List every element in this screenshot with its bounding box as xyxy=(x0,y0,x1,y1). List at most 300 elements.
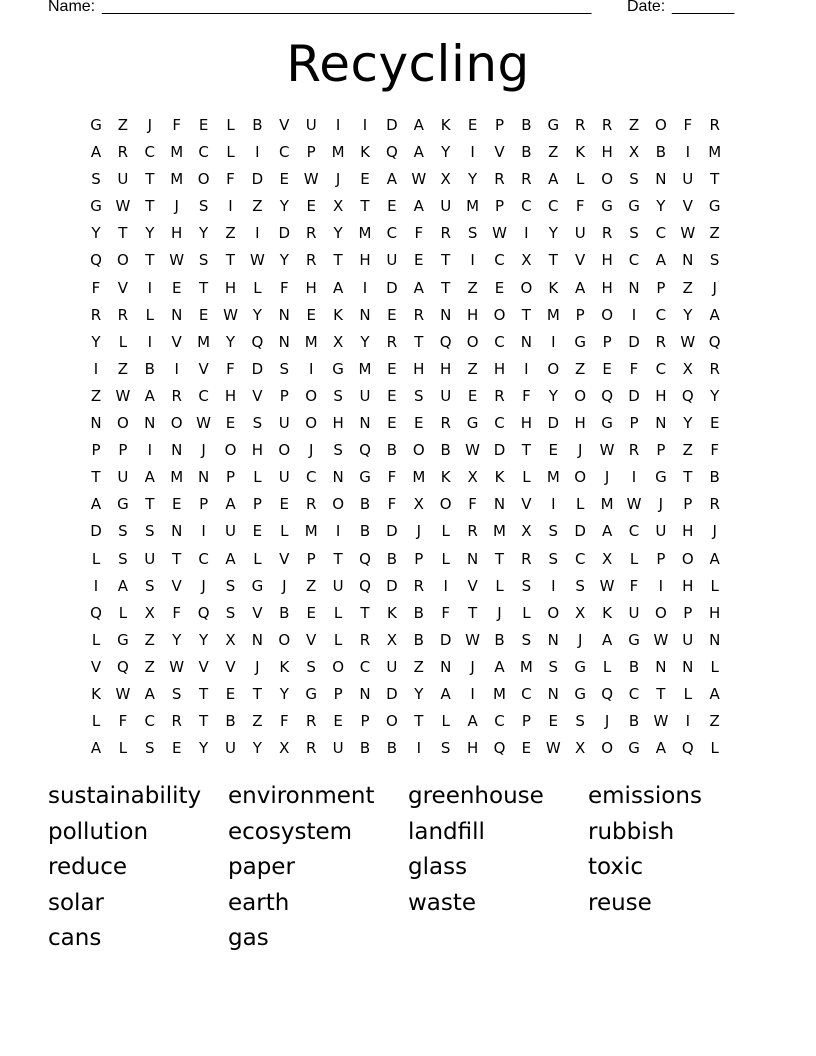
grid-letter[interactable]: R xyxy=(305,712,317,731)
grid-letter[interactable]: J xyxy=(174,197,179,216)
grid-letter[interactable]: T xyxy=(145,251,155,270)
grid-letter[interactable]: I xyxy=(631,305,637,324)
grid-letter[interactable]: G xyxy=(574,657,586,676)
grid-letter[interactable]: R xyxy=(628,441,640,460)
grid-letter[interactable]: R xyxy=(305,739,317,758)
grid-letter[interactable]: B xyxy=(359,522,371,541)
grid-letter[interactable]: X xyxy=(279,739,290,758)
grid-letter[interactable]: P xyxy=(656,441,666,460)
grid-letter[interactable]: Z xyxy=(682,441,693,460)
grid-letter[interactable]: T xyxy=(333,549,343,568)
grid-letter[interactable]: B xyxy=(225,712,236,731)
grid-letter[interactable]: X xyxy=(601,549,613,568)
grid-letter[interactable]: Q xyxy=(90,251,102,270)
grid-letter[interactable]: T xyxy=(360,197,370,216)
grid-letter[interactable]: I xyxy=(147,441,153,460)
grid-letter[interactable]: X xyxy=(575,739,586,758)
grid-letter[interactable]: W xyxy=(492,224,507,243)
grid-letter[interactable]: H xyxy=(601,278,613,297)
grid-letter[interactable]: G xyxy=(628,197,640,216)
grid-letter[interactable]: M xyxy=(170,468,184,487)
grid-letter[interactable]: Y xyxy=(548,386,558,405)
grid-letter[interactable]: T xyxy=(252,684,262,703)
grid-letter[interactable]: V xyxy=(171,332,182,351)
grid-letter[interactable]: X xyxy=(440,170,451,189)
grid-letter[interactable]: I xyxy=(524,224,529,243)
grid-letter[interactable]: X xyxy=(144,603,155,622)
grid-letter[interactable]: R xyxy=(359,630,371,649)
grid-letter[interactable]: A xyxy=(144,386,155,405)
grid-letter[interactable]: B xyxy=(413,630,424,649)
grid-letter[interactable]: V xyxy=(171,576,182,595)
grid-letter[interactable]: D xyxy=(439,630,452,649)
grid-letter[interactable]: J xyxy=(712,278,717,297)
grid-letter[interactable]: B xyxy=(252,116,263,134)
grid-letter[interactable]: F xyxy=(387,468,397,487)
grid-letter[interactable]: Z xyxy=(467,359,478,378)
grid-letter[interactable]: L xyxy=(226,143,235,162)
grid-letter[interactable]: C xyxy=(359,657,371,676)
grid-letter[interactable]: G xyxy=(90,197,102,216)
grid-letter[interactable]: N xyxy=(171,441,183,460)
grid-letter[interactable]: O xyxy=(520,278,533,297)
grid-letter[interactable]: G xyxy=(547,116,560,134)
grid-letter[interactable]: Y xyxy=(414,684,424,703)
grid-letter[interactable]: I xyxy=(362,278,368,297)
grid-letter[interactable]: I xyxy=(551,332,556,351)
grid-letter[interactable]: Y xyxy=(279,684,289,703)
grid-letter[interactable]: J xyxy=(604,712,610,731)
grid-letter[interactable]: R xyxy=(171,712,182,731)
grid-letter[interactable]: W xyxy=(599,576,615,595)
grid-letter[interactable]: C xyxy=(386,224,398,243)
grid-letter[interactable]: H xyxy=(466,739,479,758)
grid-letter[interactable]: E xyxy=(521,739,532,758)
grid-letter[interactable]: M xyxy=(600,495,614,514)
grid-letter[interactable]: Y xyxy=(548,224,558,243)
grid-letter[interactable]: I xyxy=(443,576,448,595)
grid-letter[interactable]: K xyxy=(91,684,101,703)
grid-letter[interactable]: D xyxy=(386,522,398,541)
grid-letter[interactable]: I xyxy=(685,712,691,731)
grid-letter[interactable]: Y xyxy=(279,251,289,270)
grid-letter[interactable]: R xyxy=(440,414,451,433)
grid-letter[interactable]: Q xyxy=(359,576,371,595)
grid-letter[interactable]: E xyxy=(306,305,316,324)
grid-letter[interactable]: A xyxy=(548,170,559,189)
grid-letter[interactable]: S xyxy=(521,576,532,595)
grid-letter[interactable]: M xyxy=(358,359,372,378)
grid-letter[interactable]: T xyxy=(414,332,424,351)
grid-letter[interactable]: J xyxy=(470,657,475,676)
grid-letter[interactable]: R xyxy=(117,143,129,162)
grid-letter[interactable]: R xyxy=(90,305,102,324)
grid-letter[interactable]: O xyxy=(601,305,613,324)
grid-letter[interactable]: W xyxy=(680,224,696,243)
grid-letter[interactable]: F xyxy=(441,603,450,622)
grid-letter[interactable]: I xyxy=(228,197,233,216)
grid-letter[interactable]: V xyxy=(494,143,505,162)
grid-letter[interactable]: X xyxy=(467,468,478,487)
grid-letter[interactable]: S xyxy=(333,441,343,460)
grid-letter[interactable]: F xyxy=(710,441,719,460)
grid-letter[interactable]: I xyxy=(147,278,153,297)
grid-letter[interactable]: B xyxy=(144,359,155,378)
grid-letter[interactable]: Z xyxy=(90,386,102,405)
grid-letter[interactable]: A xyxy=(601,630,613,649)
grid-letter[interactable]: V xyxy=(521,495,532,514)
grid-letter[interactable]: O xyxy=(654,116,667,134)
grid-letter[interactable]: I xyxy=(470,143,475,162)
grid-letter[interactable]: J xyxy=(335,170,341,189)
grid-letter[interactable]: R xyxy=(305,224,317,243)
grid-letter[interactable]: Y xyxy=(656,197,666,216)
grid-letter[interactable]: U xyxy=(278,468,290,487)
grid-letter[interactable]: O xyxy=(493,305,506,324)
grid-letter[interactable]: X xyxy=(682,359,693,378)
grid-letter[interactable]: M xyxy=(493,522,506,541)
grid-letter[interactable]: H xyxy=(251,441,264,460)
grid-letter[interactable]: G xyxy=(628,630,640,649)
grid-letter[interactable]: O xyxy=(601,739,613,758)
grid-letter[interactable]: V xyxy=(90,657,102,676)
grid-letter[interactable]: S xyxy=(629,224,639,243)
grid-letter[interactable]: E xyxy=(548,441,559,460)
grid-letter[interactable]: O xyxy=(412,441,425,460)
grid-letter[interactable]: Z xyxy=(225,224,236,243)
grid-letter[interactable]: U xyxy=(225,522,236,541)
grid-letter[interactable]: Z xyxy=(117,116,129,134)
grid-letter[interactable]: D xyxy=(278,224,291,243)
grid-letter[interactable]: G xyxy=(117,630,129,649)
grid-letter[interactable]: E xyxy=(225,684,236,703)
grid-letter[interactable]: N xyxy=(359,684,371,703)
grid-letter[interactable]: V xyxy=(682,197,693,216)
grid-letter[interactable]: Y xyxy=(199,224,209,243)
grid-letter[interactable]: W xyxy=(196,414,212,433)
grid-letter[interactable]: Z xyxy=(306,576,317,595)
grid-letter[interactable]: I xyxy=(201,522,206,541)
grid-letter[interactable]: R xyxy=(171,386,182,405)
grid-letter[interactable]: K xyxy=(494,468,505,487)
grid-letter[interactable]: P xyxy=(333,684,343,703)
grid-letter[interactable]: Z xyxy=(628,116,640,134)
grid-letter[interactable]: X xyxy=(575,603,586,622)
grid-letter[interactable]: R xyxy=(601,116,613,134)
grid-letter[interactable]: S xyxy=(548,522,559,541)
grid-letter[interactable]: F xyxy=(279,278,289,297)
grid-letter[interactable]: I xyxy=(308,359,314,378)
grid-letter[interactable]: Q xyxy=(439,332,452,351)
grid-letter[interactable]: O xyxy=(601,170,613,189)
grid-letter[interactable]: L xyxy=(683,684,692,703)
grid-letter[interactable]: S xyxy=(709,251,720,270)
grid-letter[interactable]: A xyxy=(575,278,586,297)
grid-letter[interactable]: P xyxy=(306,143,316,162)
grid-letter[interactable]: U xyxy=(386,657,398,676)
grid-letter[interactable]: K xyxy=(333,305,344,324)
grid-letter[interactable]: Y xyxy=(683,414,693,433)
grid-letter[interactable]: J xyxy=(201,441,206,460)
grid-letter[interactable]: A xyxy=(90,143,102,162)
grid-letter[interactable]: G xyxy=(90,116,102,134)
grid-letter[interactable]: V xyxy=(467,576,478,595)
grid-letter[interactable]: X xyxy=(413,495,424,514)
grid-letter[interactable]: O xyxy=(116,251,129,270)
grid-letter[interactable]: J xyxy=(658,495,664,514)
grid-letter[interactable]: E xyxy=(548,712,559,731)
grid-letter[interactable]: U xyxy=(655,522,667,541)
grid-letter[interactable]: S xyxy=(225,576,236,595)
grid-letter[interactable]: W xyxy=(465,630,481,649)
grid-letter[interactable]: S xyxy=(145,576,155,595)
grid-letter[interactable]: F xyxy=(118,712,128,731)
grid-letter[interactable]: R xyxy=(655,332,667,351)
grid-letter[interactable]: T xyxy=(199,684,209,703)
grid-letter[interactable]: F xyxy=(629,576,639,595)
grid-letter[interactable]: I xyxy=(470,684,475,703)
grid-letter[interactable]: F xyxy=(172,116,181,134)
grid-letter[interactable]: H xyxy=(601,251,613,270)
grid-letter[interactable]: S xyxy=(252,414,263,433)
grid-letter[interactable]: U xyxy=(682,630,694,649)
grid-letter[interactable]: L xyxy=(441,549,450,568)
grid-letter[interactable]: J xyxy=(604,468,610,487)
grid-letter[interactable]: M xyxy=(493,684,506,703)
grid-letter[interactable]: G xyxy=(305,684,317,703)
grid-letter[interactable]: A xyxy=(413,143,424,162)
grid-letter[interactable]: X xyxy=(386,630,398,649)
grid-letter[interactable]: D xyxy=(574,522,586,541)
grid-letter[interactable]: H xyxy=(224,278,237,297)
grid-letter[interactable]: Q xyxy=(681,739,694,758)
grid-letter[interactable]: R xyxy=(494,170,505,189)
grid-letter[interactable]: P xyxy=(494,197,505,216)
grid-letter[interactable]: N xyxy=(682,251,694,270)
grid-letter[interactable]: M xyxy=(546,305,560,324)
grid-letter[interactable]: E xyxy=(467,386,478,405)
grid-letter[interactable]: M xyxy=(412,468,426,487)
grid-letter[interactable]: I xyxy=(551,576,556,595)
grid-letter[interactable]: H xyxy=(574,414,586,433)
grid-letter[interactable]: A xyxy=(413,278,424,297)
grid-letter[interactable]: Q xyxy=(116,657,129,676)
grid-letter[interactable]: U xyxy=(386,251,398,270)
grid-letter[interactable]: T xyxy=(145,495,155,514)
grid-letter[interactable]: G xyxy=(574,684,586,703)
grid-letter[interactable]: S xyxy=(521,630,532,649)
grid-letter[interactable]: L xyxy=(333,603,343,622)
grid-letter[interactable]: Z xyxy=(682,278,693,297)
grid-letter[interactable]: T xyxy=(145,197,155,216)
grid-letter[interactable]: I xyxy=(93,576,99,595)
grid-letter[interactable]: A xyxy=(413,116,424,134)
grid-letter[interactable]: Z xyxy=(144,630,155,649)
grid-letter[interactable]: Y xyxy=(468,170,478,189)
grid-letter[interactable]: A xyxy=(655,739,667,758)
grid-letter[interactable]: E xyxy=(387,305,397,324)
grid-letter[interactable]: E xyxy=(387,414,397,433)
grid-letter[interactable]: H xyxy=(224,386,237,405)
grid-letter[interactable]: N xyxy=(440,305,452,324)
grid-letter[interactable]: X xyxy=(332,197,344,216)
grid-letter[interactable]: C xyxy=(655,359,667,378)
grid-letter[interactable]: T xyxy=(683,468,693,487)
grid-letter[interactable]: L xyxy=(441,712,450,731)
grid-letter[interactable]: N xyxy=(171,305,183,324)
grid-letter[interactable]: T xyxy=(710,170,720,189)
grid-letter[interactable]: Q xyxy=(197,603,210,622)
grid-letter[interactable]: Z xyxy=(117,359,129,378)
grid-letter[interactable]: N xyxy=(359,305,371,324)
grid-letter[interactable]: G xyxy=(251,576,264,595)
grid-letter[interactable]: H xyxy=(305,278,317,297)
grid-letter[interactable]: U xyxy=(332,576,344,595)
grid-letter[interactable]: O xyxy=(681,549,694,568)
grid-letter[interactable]: P xyxy=(602,332,612,351)
grid-letter[interactable]: S xyxy=(629,170,639,189)
grid-letter[interactable]: Z xyxy=(575,359,586,378)
grid-letter[interactable]: S xyxy=(145,522,155,541)
grid-letter[interactable]: Q xyxy=(385,143,398,162)
grid-letter[interactable]: A xyxy=(386,170,398,189)
grid-letter[interactable]: J xyxy=(147,116,153,134)
grid-letter[interactable]: A xyxy=(225,549,236,568)
grid-letter[interactable]: M xyxy=(519,657,533,676)
grid-letter[interactable]: F xyxy=(91,278,101,297)
grid-letter[interactable]: S xyxy=(279,359,290,378)
grid-letter[interactable]: O xyxy=(278,630,291,649)
grid-letter[interactable]: G xyxy=(601,197,613,216)
grid-letter[interactable]: L xyxy=(253,278,262,297)
grid-letter[interactable]: L xyxy=(710,739,719,758)
grid-letter[interactable]: V xyxy=(279,549,290,568)
grid-letter[interactable]: S xyxy=(548,657,559,676)
grid-letter[interactable]: S xyxy=(440,739,451,758)
grid-letter[interactable]: Y xyxy=(199,630,209,649)
grid-letter[interactable]: U xyxy=(225,739,236,758)
grid-letter[interactable]: K xyxy=(602,603,613,622)
grid-letter[interactable]: Z xyxy=(467,278,478,297)
grid-letter[interactable]: H xyxy=(520,414,533,433)
grid-letter[interactable]: L xyxy=(522,468,531,487)
grid-letter[interactable]: V xyxy=(252,603,263,622)
grid-letter[interactable]: K xyxy=(440,116,451,134)
grid-letter[interactable]: O xyxy=(574,468,587,487)
grid-letter[interactable]: T xyxy=(199,278,209,297)
grid-letter[interactable]: T xyxy=(441,251,451,270)
grid-letter[interactable]: L xyxy=(91,712,101,731)
grid-letter[interactable]: J xyxy=(712,522,717,541)
grid-letter[interactable]: S xyxy=(225,603,236,622)
grid-letter[interactable]: N xyxy=(655,170,667,189)
grid-letter[interactable]: X xyxy=(521,522,532,541)
grid-letter[interactable]: Z xyxy=(709,224,720,243)
grid-letter[interactable]: E xyxy=(279,495,290,514)
grid-letter[interactable]: A xyxy=(709,305,720,324)
grid-letter[interactable]: L xyxy=(576,170,585,189)
grid-letter[interactable]: F xyxy=(226,359,235,378)
grid-letter[interactable]: I xyxy=(551,495,556,514)
grid-letter[interactable]: Y xyxy=(252,305,262,324)
grid-letter[interactable]: Q xyxy=(251,332,264,351)
grid-letter[interactable]: T xyxy=(145,170,155,189)
grid-letter[interactable]: C xyxy=(494,712,505,731)
grid-letter[interactable]: L xyxy=(576,495,585,514)
grid-letter[interactable]: U xyxy=(359,386,371,405)
grid-letter[interactable]: R xyxy=(440,224,451,243)
grid-letter[interactable]: Q xyxy=(601,386,613,405)
grid-letter[interactable]: S xyxy=(91,170,101,189)
grid-letter[interactable]: U xyxy=(278,414,290,433)
grid-letter[interactable]: P xyxy=(199,495,209,514)
grid-letter[interactable]: E xyxy=(387,386,397,405)
grid-letter[interactable]: I xyxy=(147,332,153,351)
grid-letter[interactable]: W xyxy=(169,251,185,270)
grid-letter[interactable]: A xyxy=(655,251,667,270)
grid-letter[interactable]: T xyxy=(199,712,209,731)
grid-letter[interactable]: R xyxy=(709,116,720,134)
grid-letter[interactable]: A xyxy=(709,549,720,568)
grid-letter[interactable]: S xyxy=(575,576,585,595)
grid-letter[interactable]: E xyxy=(252,522,263,541)
grid-letter[interactable]: R xyxy=(413,305,425,324)
grid-letter[interactable]: A xyxy=(225,495,236,514)
grid-letter[interactable]: P xyxy=(360,712,370,731)
grid-letter[interactable]: O xyxy=(197,170,210,189)
grid-letter[interactable]: T xyxy=(172,549,182,568)
grid-letter[interactable]: E xyxy=(494,278,505,297)
grid-letter[interactable]: P xyxy=(306,549,316,568)
grid-letter[interactable]: M xyxy=(708,143,722,162)
grid-letter[interactable]: D xyxy=(386,116,398,134)
grid-letter[interactable]: U xyxy=(682,170,694,189)
grid-letter[interactable]: W xyxy=(680,332,696,351)
grid-letter[interactable]: T xyxy=(548,251,558,270)
grid-letter[interactable]: E xyxy=(414,414,424,433)
grid-letter[interactable]: L xyxy=(710,576,719,595)
grid-letter[interactable]: C xyxy=(628,251,640,270)
grid-letter[interactable]: I xyxy=(335,522,341,541)
grid-letter[interactable]: E xyxy=(602,359,612,378)
grid-letter[interactable]: B xyxy=(628,712,640,731)
grid-letter[interactable]: J xyxy=(416,522,422,541)
grid-letter[interactable]: K xyxy=(575,143,586,162)
grid-letter[interactable]: D xyxy=(251,359,264,378)
grid-letter[interactable]: E xyxy=(225,414,236,433)
grid-letter[interactable]: S xyxy=(333,386,343,405)
grid-letter[interactable]: Y xyxy=(279,197,289,216)
grid-letter[interactable]: F xyxy=(387,495,397,514)
grid-letter[interactable]: L xyxy=(118,603,128,622)
grid-letter[interactable]: M xyxy=(170,170,184,189)
grid-letter[interactable]: O xyxy=(170,414,183,433)
grid-letter[interactable]: C xyxy=(628,522,640,541)
grid-letter[interactable]: T xyxy=(468,603,478,622)
grid-letter[interactable]: L xyxy=(253,549,262,568)
grid-letter[interactable]: T xyxy=(494,549,505,568)
grid-letter[interactable]: V xyxy=(279,116,290,134)
grid-letter[interactable]: P xyxy=(252,495,262,514)
grid-letter[interactable]: R xyxy=(305,495,317,514)
grid-letter[interactable]: E xyxy=(333,712,343,731)
grid-letter[interactable]: H xyxy=(709,603,721,622)
grid-letter[interactable]: G xyxy=(332,359,344,378)
grid-letter[interactable]: O xyxy=(332,495,344,514)
grid-letter[interactable]: W xyxy=(115,197,131,216)
grid-letter[interactable]: W xyxy=(115,386,131,405)
grid-letter[interactable]: C xyxy=(144,712,156,731)
